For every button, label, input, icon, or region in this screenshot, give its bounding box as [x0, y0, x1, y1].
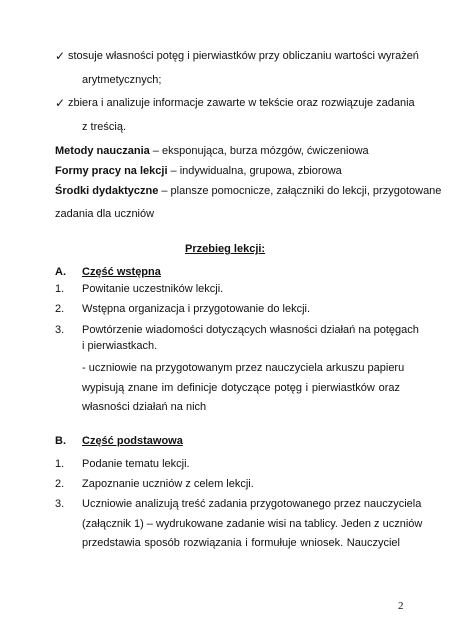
- forms-line: [55, 165, 342, 177]
- list-item: Uczniowie analizują treść zadania przygotowanego przez nauczyciela: [82, 498, 422, 510]
- methods-line: [55, 145, 369, 157]
- list-item-number: 1.: [55, 458, 65, 470]
- resources-text: – plansze pomocnicze, załączniki do lekcji, przygotowane: [158, 185, 442, 197]
- list-item-number: 3.: [55, 324, 65, 336]
- note-line: wypisują znane im definicje dotyczące potęg i pierwiastków oraz: [82, 382, 400, 394]
- objective-line: z treścią.: [82, 121, 127, 133]
- forms-text: – indywidualna, grupowa, zbiorowa: [167, 165, 342, 177]
- list-item-number: 3.: [55, 498, 65, 510]
- list-item: Zapoznanie uczniów z celem lekcji.: [82, 478, 254, 490]
- objective-line: arytmetycznych;: [82, 74, 162, 86]
- list-item: Powtórzenie wiadomości dotyczących własności działań na potęgach: [82, 324, 419, 336]
- page-number: 2: [398, 600, 404, 612]
- list-item: Powitanie uczestników lekcji.: [82, 283, 224, 295]
- methods-text: – eksponująca, burza mózgów, ćwiczeniowa: [149, 145, 369, 157]
- note-line: - uczniowie na przygotowanym przez nauczyciela arkuszu papieru: [82, 362, 405, 374]
- objective-line: zbiera i analizuje informacje zawarte w tekście oraz rozwiązuje zadania: [68, 97, 415, 109]
- section-b-title: Część podstawowa: [82, 435, 183, 447]
- note-line: własności działań na nich: [82, 401, 207, 413]
- section-a-marker: A.: [55, 266, 66, 278]
- objective-line: stosuje własności potęg i pierwiastków przy obliczaniu wartości wyrażeń: [68, 50, 419, 62]
- list-item-continuation: i pierwiastkach.: [82, 340, 158, 352]
- list-item-number: 2.: [55, 303, 65, 315]
- list-item-number: 2.: [55, 478, 65, 490]
- list-item-continuation: (załącznik 1) – wydrukowane zadanie wisi na tablicy. Jeden z uczniów: [82, 518, 423, 530]
- checkmark-icon: ✓: [55, 96, 66, 110]
- resources-label: Środki dydaktyczne: [55, 185, 159, 197]
- list-item: Podanie tematu lekcji.: [82, 458, 190, 470]
- section-b-marker: B.: [55, 435, 66, 447]
- list-item-number: 1.: [55, 283, 65, 295]
- checkmark-icon: ✓: [55, 49, 66, 63]
- list-item-continuation: przedstawia sposób rozwiązania i formułuje wniosek. Nauczyciel: [82, 537, 400, 549]
- section-a-title: Część wstępna: [82, 266, 161, 278]
- resources-line: [55, 185, 441, 197]
- forms-label: Formy pracy na lekcji: [55, 165, 168, 177]
- list-item: Wstępna organizacja i przygotowanie do lekcji.: [82, 303, 311, 315]
- lesson-heading: Przebieg lekcji:: [185, 243, 266, 255]
- methods-label: Metody nauczania: [55, 145, 150, 157]
- resources-line2: zadania dla uczniów: [55, 208, 155, 220]
